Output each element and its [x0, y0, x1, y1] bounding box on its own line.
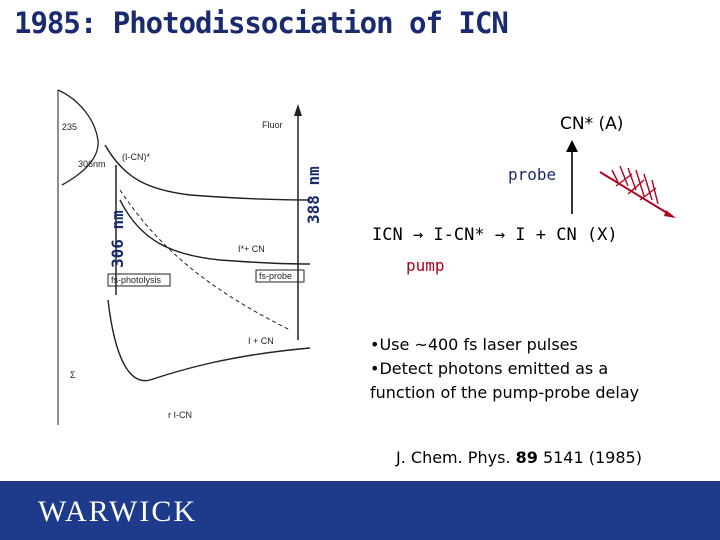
label-235: 235 — [62, 122, 78, 132]
probe-label: probe — [508, 165, 557, 184]
pump-label: pump — [406, 256, 445, 275]
label-fs-photolysis: fs-photolysis — [111, 275, 162, 285]
label-istar-cn: I*+ CN — [238, 244, 265, 254]
dissociation-glyph-icon — [598, 160, 678, 220]
footer-bar — [0, 481, 720, 540]
slide-title: 1985: Photodissociation of ICN — [14, 6, 508, 40]
label-fluor: Fluor — [262, 120, 283, 130]
ground-state-curve — [108, 300, 310, 381]
label-icn-state: (I-CN)* — [122, 152, 150, 162]
bullet-1: •Use ~400 fs laser pulses — [370, 335, 578, 354]
reference — [396, 448, 642, 467]
label-i-cn: I + CN — [248, 336, 274, 346]
bullet-3: function of the pump-probe delay — [370, 383, 640, 402]
bullet-2: •Detect photons emitted as a — [370, 359, 609, 378]
absorption-profile-curve — [58, 90, 98, 185]
reference-pages-year: 5141 (1985) — [542, 448, 642, 467]
label-306nm: 306nm — [78, 159, 106, 169]
label-sigma: Σ — [70, 370, 76, 380]
label-388-nm: 388 nm — [304, 166, 323, 224]
reference-journal: J. Chem. Phys. — [396, 448, 511, 467]
reaction-equation: ICN → I-CN* → I + CN (X) — [372, 225, 618, 245]
label-306-nm: 306 nm — [108, 210, 127, 268]
dashed-connector — [120, 190, 293, 330]
label-fs-probe: fs-probe — [259, 271, 293, 281]
bullet-list — [370, 333, 639, 405]
reference-volume: 89 — [515, 448, 538, 467]
warwick-logo: WARWICK — [38, 495, 197, 528]
label-axis: r I-CN — [168, 410, 192, 420]
istar-cn-curve — [120, 200, 310, 264]
potential-energy-figure — [50, 80, 340, 440]
cn-star-a-label: CN* (A) — [560, 114, 624, 134]
probe-arrow-head — [294, 104, 302, 116]
probe-arrow — [560, 138, 584, 218]
